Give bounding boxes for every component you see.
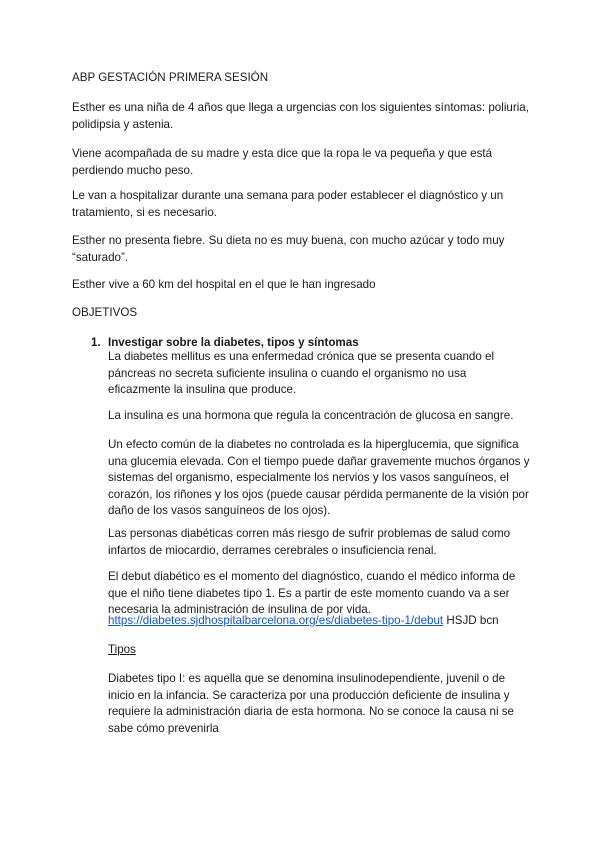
objective-number: 1. <box>91 336 101 349</box>
source-suffix: HSJD bcn <box>443 614 499 627</box>
document-title: ABP GESTACIÓN PRIMERA SESIÓN <box>72 71 269 84</box>
objective-title: Investigar sobre la diabetes, tipos y síntomas <box>108 336 359 349</box>
diabetes-type-1-paragraph: Diabetes tipo I: es aquella que se denomina insulinodependiente, juvenil o de inicio en la infancia. Se caracteriza por una producción deficiente de insulina y requiere la administración diaria de esta hormona. No se conoce la causa ni se sabe cómo prevenirla <box>108 672 515 735</box>
hyperglycemia-paragraph: Un efecto común de la diabetes no controlada es la hiperglucemia, que significa una glucemia elevada. Con el tiempo puede dañar gravemente muchos órganos y sistemas del organismo, especialmente los nervios y los vasos sanguíneos, el corazón, los riñones y los ojos (puede causar pérdida permanente de la visión por daño de los vasos sanguíneos de los ojos). <box>108 438 530 517</box>
source-link[interactable]: https://diabetes.sjdhospitalbarcelona.org/es/diabetes-tipo-1/debut <box>108 614 444 627</box>
intro-paragraph-mother: Viene acompañada de su madre y esta dice que la ropa le va pequeña y que está perdiendo mucho peso. <box>72 147 493 177</box>
objectives-heading: OBJETIVOS <box>72 306 138 319</box>
intro-paragraph-hospital: Le van a hospitalizar durante una semana para poder establecer el diagnóstico y un tratamiento, si es necesario. <box>72 189 504 219</box>
insulin-paragraph: La insulina es una hormona que regula la concentración de glucosa en sangre. <box>108 409 514 422</box>
risks-paragraph: Las personas diabéticas corren más riesgo de sufrir problemas de salud como infartos de miocardio, derrames cerebrales o insuficiencia renal. <box>108 527 511 557</box>
intro-paragraph-symptoms: Esther es una niña de 4 años que llega a urgencias con los siguientes síntomas: poliuria, polidipsia y astenia. <box>72 101 529 131</box>
intro-paragraph-diet: Esther no presenta fiebre. Su dieta no es muy buena, con mucho azúcar y todo muy “saturado”. <box>72 234 505 264</box>
source-line <box>108 613 532 630</box>
diabetes-definition-paragraph: La diabetes mellitus es una enfermedad crónica que se presenta cuando el páncreas no secreta suficiente insulina o cuando el organismo no usa eficazmente la insulina que produce. <box>108 350 495 396</box>
types-heading: Tipos <box>108 643 136 656</box>
debut-paragraph: El debut diabético es el momento del diagnóstico, cuando el médico informa de que el niño tiene diabetes tipo 1. Es a partir de este momento cuando va a ser necesaria la administración de insulina de por vida. <box>108 570 516 616</box>
types-heading-line <box>108 642 532 659</box>
intro-paragraph-distance: Esther vive a 60 km del hospital en el que le han ingresado <box>72 278 376 291</box>
